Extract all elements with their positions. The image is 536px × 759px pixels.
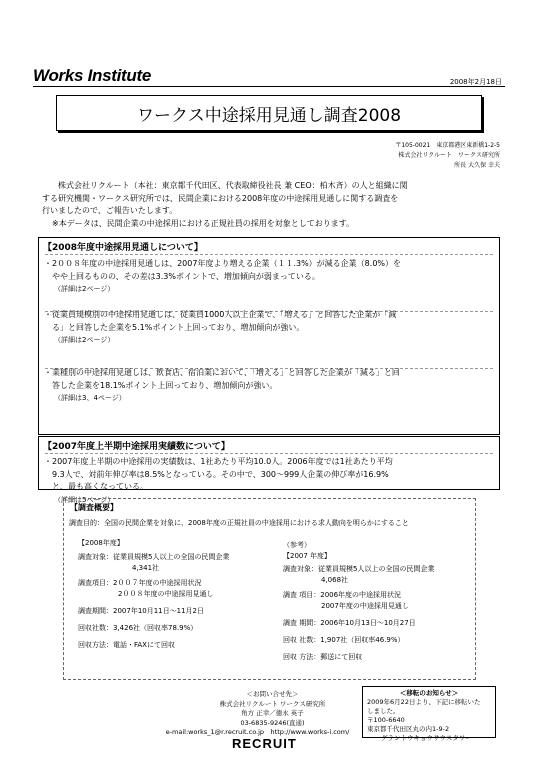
notice-line-1: 2009年6月22日より、下記に移転いた [367, 698, 481, 706]
value: 2006年10月13日～10月27日 [320, 619, 416, 627]
label: 回収 方法： [283, 653, 321, 661]
outlook-item-2-ref: （詳細は2ページ） [54, 336, 115, 344]
section-divider [45, 453, 493, 454]
survey-purpose: 調査目的：全国の民間企業を対象に、2008年度の正規社員の中途採用における求人動向を明らかにすること [69, 519, 409, 527]
outlook-item-1-line-1: ・2００８年度の中途採用見通しは、2007年度より増える企業（１１.3%）が減る企業（8.0%）を [44, 259, 402, 268]
survey-2007-column [283, 540, 434, 663]
works-institute-logo: Works Institute [33, 66, 151, 85]
outlook-item-1-line-2: やや上回るものの、その差は3.3%ポイントで、増加傾向が弱まっている。 [52, 271, 320, 281]
notice-line-5: グラントウキョウサウスタワー [381, 734, 472, 742]
actuals-line-2: 9.3人で、対前年伸び率は8.5%となっている。その中で、300～999人企業の伸び率が16.9% [52, 469, 389, 479]
label: 調査 期間： [283, 619, 321, 627]
value: 2００７年度の中途採用状況 [113, 579, 202, 587]
value: 2006年度の中途採用状況 [320, 591, 402, 599]
label: 回収 社数： [283, 636, 321, 644]
contact-email: e-mail:works_1@r.recruit.co.jp http://www.works-i.com/ [165, 728, 350, 736]
survey-overview-heading: 【調査概要】 [70, 503, 118, 512]
notice-line-3: 〒100-6640 [367, 716, 405, 724]
actuals-line-3: と、最も高くなっている。 [52, 482, 148, 491]
label: 調査期間： [78, 607, 113, 615]
recruit-logo: RECRUIT [232, 736, 297, 751]
outlook-item-3-ref: （詳細は3、4ページ） [54, 394, 126, 402]
value: 2007年10月11日～11月2日 [113, 607, 204, 615]
value: 郵送にて回収 [320, 653, 363, 661]
value: 従業員規模5人以上の全国の民間企業 [318, 565, 435, 573]
header-rule [33, 86, 505, 87]
contact-heading: ＜お問い合せ先＞ [246, 690, 299, 698]
label: 回収方法： [78, 641, 113, 649]
value: 従業員規模5人以上の全国の民間企業 [113, 553, 230, 561]
outlook-item-2-line-1: ・従業員規模別の中途採用見通しは、従業員1000人以上企業で、「増える」と回答した企業が「減 [44, 310, 397, 319]
address-line-1: 〒105-0021 東京都港区東新橋1-2-5 [395, 142, 500, 149]
contact-block [165, 690, 355, 738]
actuals-ref: （詳細は5ページ） [54, 495, 115, 504]
value: 4,341社 [132, 564, 160, 572]
survey-2008-column [78, 538, 229, 651]
label: 回収社数： [78, 624, 113, 632]
relocation-notice [362, 686, 496, 742]
outlook-item-1 [44, 258, 494, 296]
notice-heading: ＜移転のお知らせ＞ [399, 689, 459, 697]
value: 2007年度の中途採用見通し [321, 602, 409, 610]
intro-paragraph [42, 180, 500, 230]
value: 1,907社（回収率46.9%） [320, 636, 405, 644]
notice-line-2: しました。 [367, 707, 400, 715]
notice-line-4: 東京都千代田区丸の内1-9-2 [367, 725, 450, 733]
survey-2007-ref-label: （参考） [283, 541, 311, 549]
section-divider [45, 254, 493, 255]
section-outlook-heading: 【2008年度中途採用見通しについて】 [43, 243, 203, 253]
intro-line-1: 株式会社リクルート（本社：東京都千代田区、代表取締役社長 兼 CEO：柏木斉）の人と組織に関 [58, 181, 408, 190]
survey-2008-heading: 【2008年度】 [78, 539, 124, 547]
address-line-2: 株式会社リクルート ワークス研究所 [398, 152, 500, 159]
survey-2007-heading: 【2007 年度】 [283, 552, 332, 560]
contact-phone: 03-6835-9246(直通) [240, 718, 305, 727]
label: 調査 項目： [283, 591, 321, 599]
issue-date: 2008年2月18日 [449, 78, 502, 86]
value: 3,426社（回収率78.9%） [113, 624, 198, 632]
contact-org: 株式会社リクルート ワークス研究所 [219, 699, 326, 708]
contact-names: 角方 正幸／徳永 英子 [241, 709, 304, 717]
value: 4,068社 [321, 576, 349, 584]
outlook-item-1-ref: （詳細は2ページ） [54, 285, 115, 293]
outlook-item-2-line-2: る」と回答した企業を5.1%ポイント上回っており、増加傾向が強い。 [52, 322, 305, 332]
outlook-item-3-line-2: 答した企業を18.1%ポイント上回っており、増加傾向が強い。 [52, 380, 278, 390]
page-title: ワークス中途採用見通し調査2008 [56, 95, 482, 131]
label: 調査項目： [78, 579, 113, 587]
address-line-3: 所長 大久保 幸夫 [454, 162, 500, 169]
outlook-item-3-line-1: ・業種別の中途採用見通しは、飲食店、宿泊業において、「増える」と回答した企業が「減る」と回 [44, 368, 400, 377]
actuals-line-1: ・2007年度上半期の中途採用の実績数は、1社あたり平均10.0人。2006年度では1社あたり平均 [44, 457, 393, 466]
intro-line-2: する研究機関・ワークス研究所では、民間企業における2008年度の中途採用見通しに関する調査を [42, 193, 399, 203]
outlook-item-3 [44, 367, 494, 405]
label: 調査対象： [78, 553, 113, 561]
section-actuals-heading: 【2007年度上半期中途採用実績数について】 [43, 442, 230, 452]
outlook-item-2 [44, 309, 494, 347]
intro-line-4: ※本データは、民間企業の中途採用における正規社員の採用を対象としております。 [52, 218, 355, 228]
value: 電話・FAXにて回収 [113, 641, 175, 649]
label: 調査対象： [283, 565, 318, 573]
intro-line-3: 行いましたので、ご報告いたします。 [42, 206, 178, 215]
value: 2００８年度の中途採用見通し [118, 590, 214, 598]
